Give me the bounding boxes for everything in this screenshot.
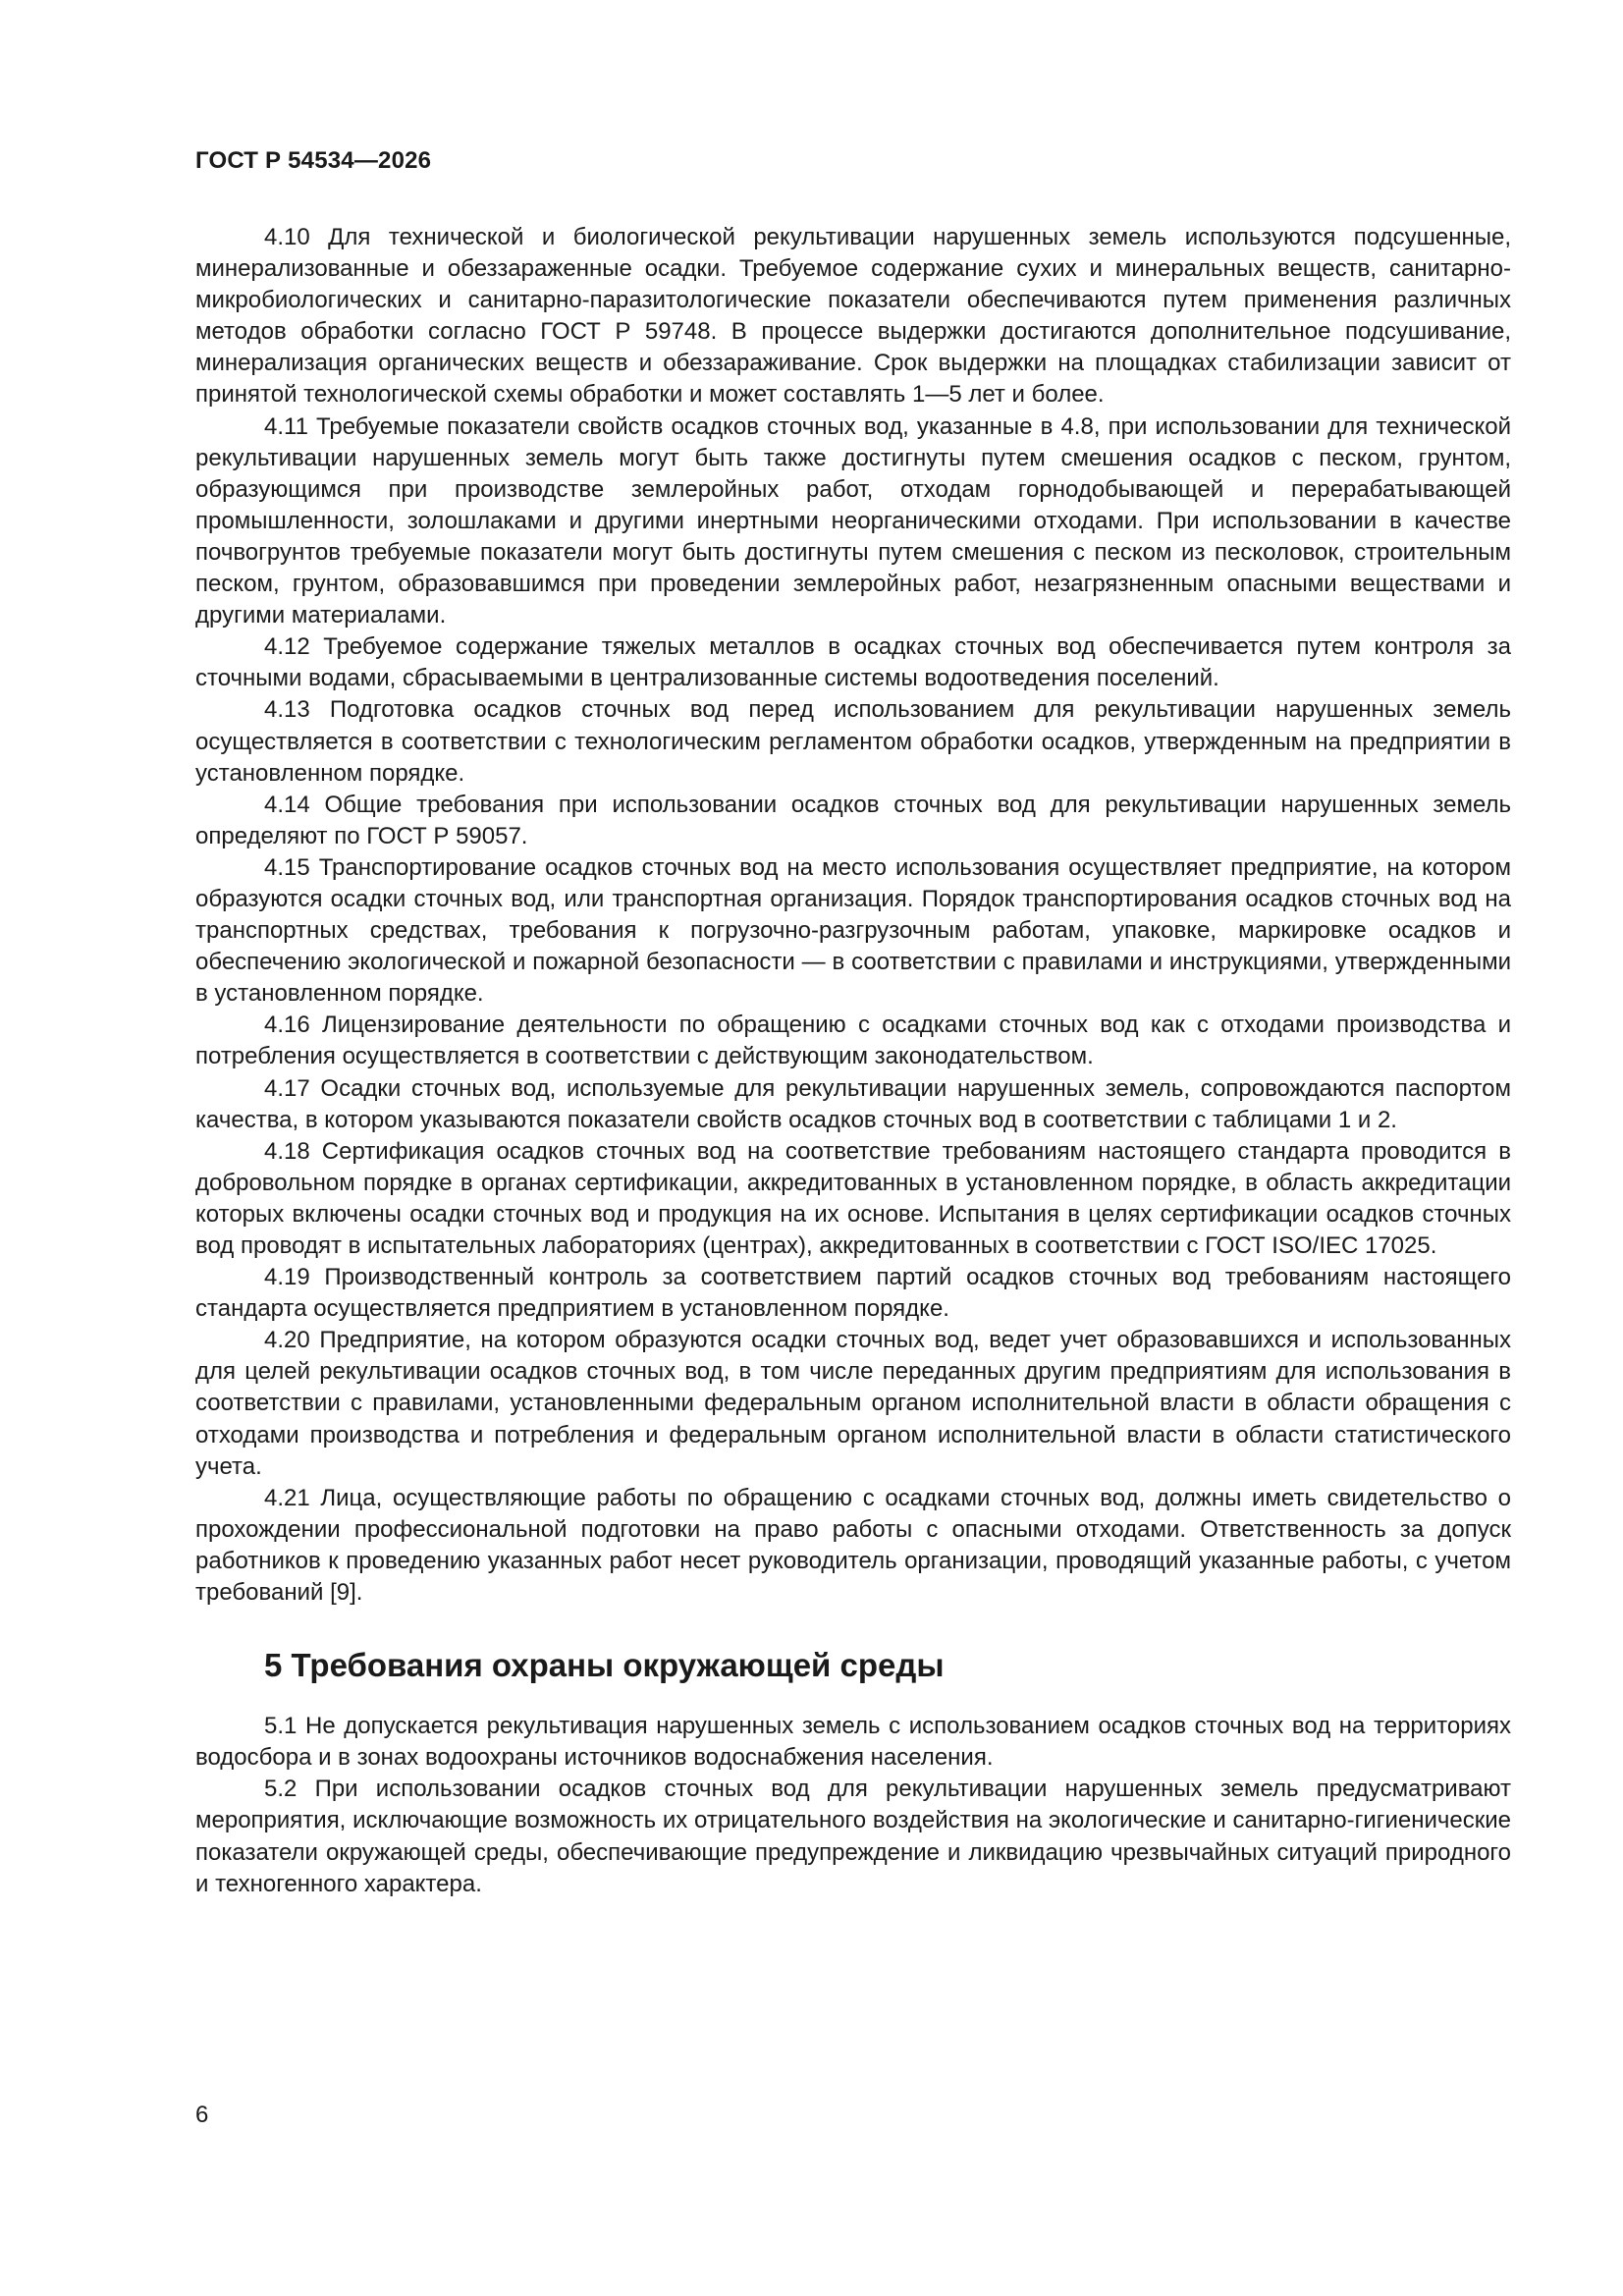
clause-4-21: 4.21 Лица, осуществляющие работы по обращению с осадками сточных вод, должны иметь свидетельство о прохождении профессиональной подготовки на право работы с опасными отходами. Ответственность за допуск работников к проведению указанных работ несет руководитель организации, проводящий указанные работы, с учетом требований [9].	[195, 1484, 1511, 1607]
page-number: 6	[195, 2102, 209, 2128]
clause-5-1: 5.1 Не допускается рекультивация нарушенных земель с использованием осадков сточных вод на территориях водосбора и в зонах водоохраны источников водоснабжения населения.	[195, 1713, 1511, 1772]
clause-4-19: 4.19 Производственный контроль за соответствием партий осадков сточных вод требованиям настоящего стандарта осуществляется предприятием в установленном порядке.	[195, 1264, 1511, 1323]
clause-4-13: 4.13 Подготовка осадков сточных вод перед использованием для рекультивации нарушенных земель осуществляется в соответствии с технологическим регламентом обработки осадков, утвержденным на предприятии в установленном порядке.	[195, 696, 1511, 787]
document-header: ГОСТ Р 54534—2026	[195, 147, 432, 174]
clause-4-11: 4.11 Требуемые показатели свойств осадков сточных вод, указанные в 4.8, при использовании для технической рекультивации нарушенных земель могут быть также достигнуты путем смешения осадков с песком, грунтом, образующимся при производстве землеройных работ, отходам горнодобывающей и перерабатывающей промышленности, золошлаками и другими инертными неорганическими отходами. При использовании в качестве почвогрунтов требуемые показатели могут быть достигнуты путем смешения с песком из песколовок, строительным песком, грунтом, образовавшимся при проведении землеройных работ, незагрязненным опасными веществами и другими материалами.	[195, 412, 1511, 629]
section-5-heading: 5 Требования охраны окружающей среды	[264, 1647, 945, 1684]
page-content	[195, 222, 1511, 1900]
clause-4-20: 4.20 Предприятие, на котором образуются осадки сточных вод, ведет учет образовавшихся и использованных для целей рекультивации осадков сточных вод, в том числе переданных другим предприятиям для использования в соответствии с правилами, установленными федеральным органом исполнительной власти в области обращения с отходами производства и потребления и федеральным органом исполнительной власти в области статистического учета.	[195, 1327, 1511, 1480]
clause-4-12: 4.12 Требуемое содержание тяжелых металлов в осадках сточных вод обеспечивается путем контроля за сточными водами, сбрасываемыми в централизованные системы водоотведения поселений.	[195, 633, 1511, 692]
clause-5-2: 5.2 При использовании осадков сточных вод для рекультивации нарушенных земель предусматривают мероприятия, исключающие возможность их отрицательного воздействия на экологические и санитарно-гигиенические показатели окружающей среды, обеспечивающие предупреждение и ликвидацию чрезвычайных ситуаций природного и техногенного характера.	[195, 1776, 1511, 1897]
clause-4-16: 4.16 Лицензирование деятельности по обращению с осадками сточных вод как с отходами производства и потребления осуществляется в соответствии с действующим законодательством.	[195, 1011, 1511, 1070]
clause-4-15: 4.15 Транспортирование осадков сточных вод на место использования осуществляет предприятие, на котором образуются осадки сточных вод, или транспортная организация. Порядок транспортирования осадков сточных вод на транспортных средствах, требования к погрузочно-разгрузочным работам, упаковке, маркировке осадков и обеспечению экологической и пожарной безопасности — в соответствии с правилами и инструкциями, утвержденными в установленном порядке.	[195, 853, 1511, 1008]
clause-4-14: 4.14 Общие требования при использовании осадков сточных вод для рекультивации нарушенных земель определяют по ГОСТ Р 59057.	[195, 791, 1511, 849]
clause-4-18: 4.18 Сертификация осадков сточных вод на соответствие требованиям настоящего стандарта проводится в добровольном порядке в органах сертификации, аккредитованных в установленном порядке, в область аккредитации которых включены осадки сточных вод и продукция на их основе. Испытания в целях сертификации осадков сточных вод проводят в испытательных лабораториях (центрах), аккредитованных в соответствии с ГОСТ ISO/IEC 17025.	[195, 1137, 1511, 1259]
clause-4-17: 4.17 Осадки сточных вод, используемые для рекультивации нарушенных земель, сопровождаются паспортом качества, в котором указываются показатели свойств осадков сточных вод в соответствии с таблицами 1 и 2.	[195, 1074, 1511, 1133]
clause-4-10: 4.10 Для технической и биологической рекультивации нарушенных земель используются подсушенные, минерализованные и обеззараженные осадки. Требуемое содержание сухих и минеральных веществ, санитарно-микробиологических и санитарно-паразитологические показатели обеспечиваются путем применения различных методов обработки согласно ГОСТ Р 59748. В процессе выдержки достигаются дополнительное подсушивание, минерализация органических веществ и обеззараживание. Срок выдержки на площадках стабилизации зависит от принятой технологической схемы обработки и может составлять 1—5 лет и более.	[195, 224, 1511, 409]
